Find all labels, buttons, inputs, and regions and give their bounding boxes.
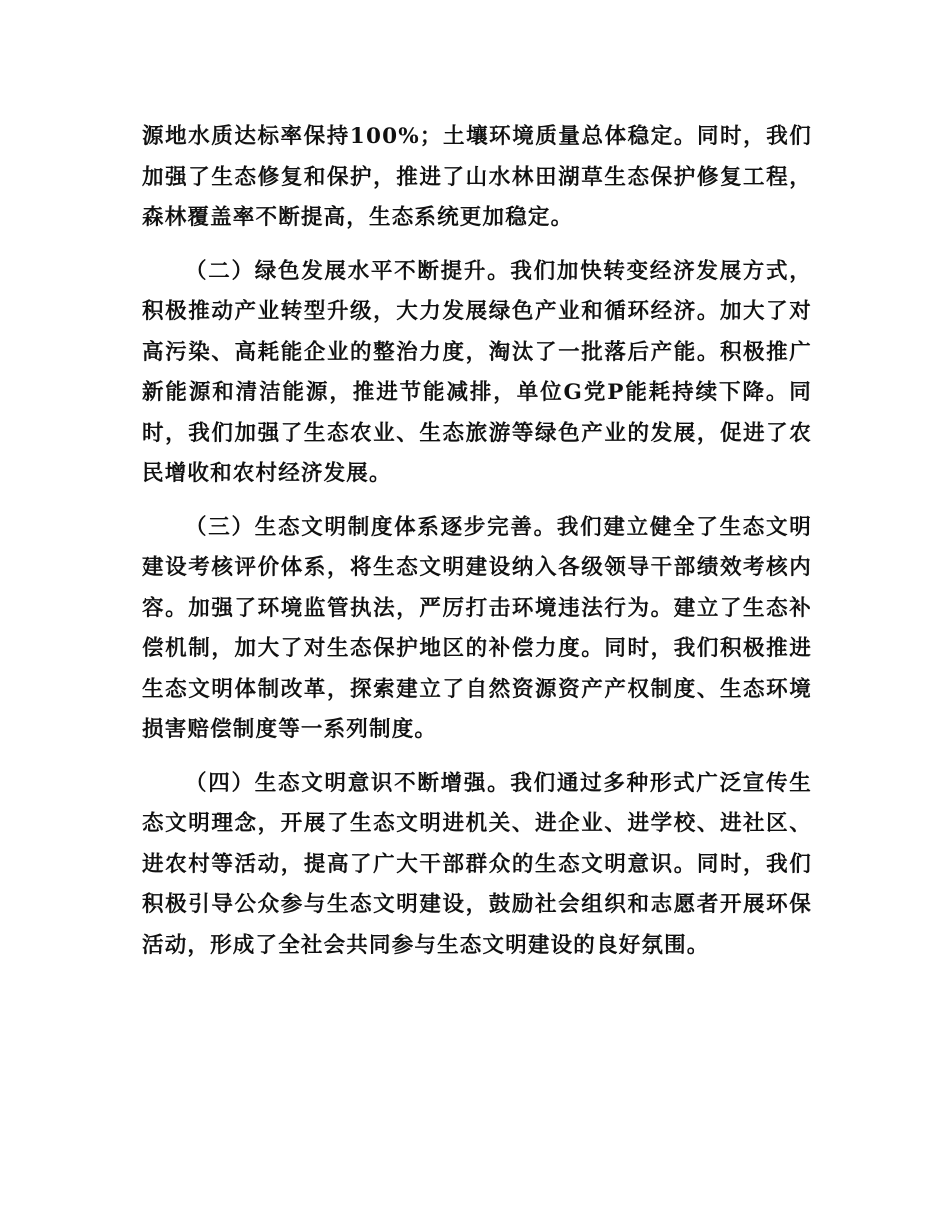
paragraph-continuation: 源地水质达标率保持100%；土壤环境质量总体稳定。同时，我们加强了生态修复和保护，推进了山水林田湖草生态保护修复工程，森林覆盖率不断提高，生态系统更加稳定。 — [142, 124, 812, 230]
document-body — [142, 117, 812, 966]
paragraph-ecological-awareness: （四）生态文明意识不断增强。我们通过多种形式广泛宣传生态文明理念，开展了生态文明进机关、进企业、进学校、进社区、进农村等活动，提高了广大干部群众的生态文明意识。同时，我们积极引导公众参与生态文明建设，鼓励社会组织和志愿者开展环保活动，形成了全社会共同参与生态文明建设的良好氛围。 — [142, 770, 812, 958]
paragraph-green-development: （二）绿色发展水平不断提升。我们加快转变经济发展方式，积极推动产业转型升级，大力发展绿色产业和循环经济。加大了对高污染、高耗能企业的整治力度，淘汰了一批落后产能。积极推广新能源和清洁能源，推进节能减排，单位G党P能耗持续下降。同时，我们加强了生态农业、生态旅游等绿色产业的发展，促进了农民增收和农村经济发展。 — [142, 258, 812, 486]
paragraph-institutional-system: （三）生态文明制度体系逐步完善。我们建立健全了生态文明建设考核评价体系，将生态文明建设纳入各级领导干部绩效考核内容。加强了环境监管执法，严厉打击环境违法行为。建立了生态补偿机制，加大了对生态保护地区的补偿力度。同时，我们积极推进生态文明体制改革，探索建立了自然资源资产产权制度、生态环境损害赔偿制度等一系列制度。 — [142, 514, 812, 742]
